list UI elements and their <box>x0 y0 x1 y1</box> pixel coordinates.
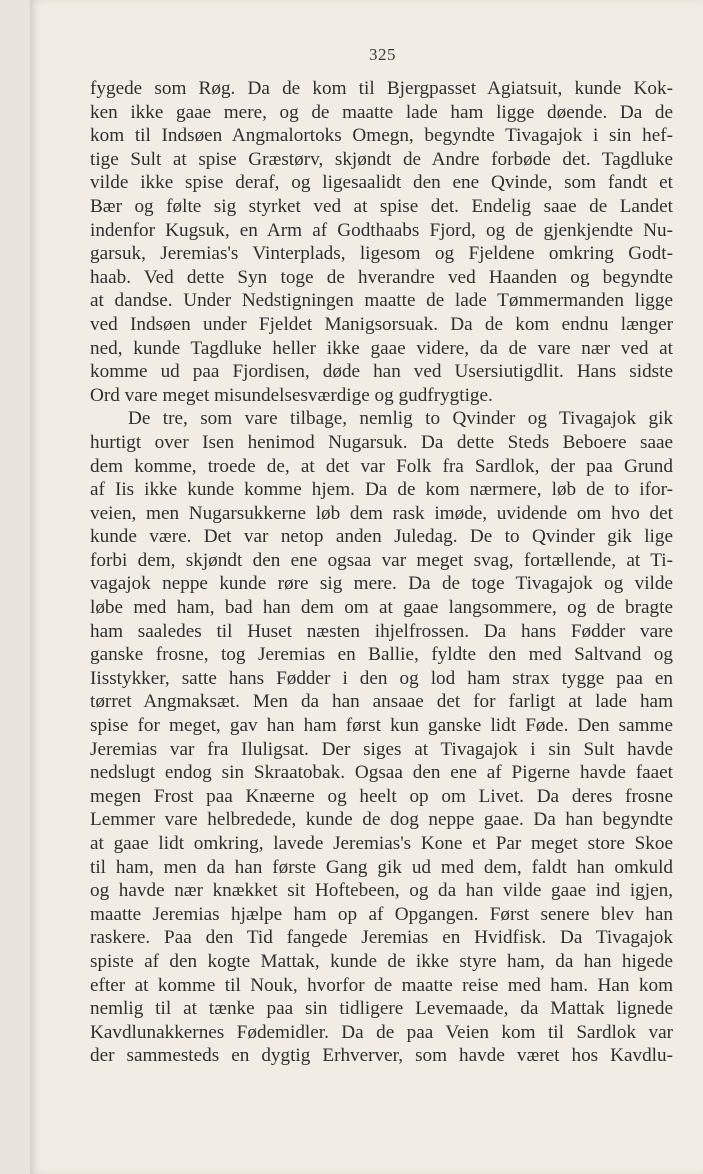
text-line: til ham, men da han første Gang gik ud med dem, faldt han omkuld <box>90 856 673 878</box>
text-line: vilde ikke spise deraf, og ligesaalidt den ene Qvinde, som fandt et <box>90 172 673 194</box>
text-line: fygede som Røg. Da de kom til Bjergpasset Agiatsuit, kunde Kok- <box>90 78 673 99</box>
text-line: tørret Angmaksæt. Men da han ansaae det for farligt at lade ham <box>90 691 673 713</box>
text-line: efter at komme til Nouk, hvorfor de maatte reise med ham. Han kom <box>90 974 673 996</box>
text-line: kom til Indsøen Angmalortoks Omegn, begyndte Tivagajok i sin hef- <box>90 125 673 147</box>
text-line: ned, kunde Tagdluke heller ikke gaae videre, da de vare nær ved at <box>90 337 673 359</box>
text-line: De tre, som vare tilbage, nemlig to Qvinder og Tivagajok gik <box>128 408 673 430</box>
text-line: Jeremias var fra Iluligsat. Der siges at Tivagajok i sin Sult havde <box>90 738 673 760</box>
text-line: spise for meget, gav han ham først kun ganske lidt Føde. Den samme <box>90 715 673 737</box>
text-line: hurtigt over Isen henimod Nugarsuk. Da dette Steds Beboere saae <box>90 431 673 453</box>
text-line: raskere. Paa den Tid fangede Jeremias en Hvidfisk. Da Tivagajok <box>90 927 673 949</box>
text-line: dem komme, troede de, at det var Folk fra Sardlok, der paa Grund <box>90 455 673 477</box>
text-line: løbe med ham, bad han dem om at gaae langsommere, og de bragte <box>90 597 673 619</box>
text-line: ved Indsøen under Fjeldet Manigsorsuak. Da de kom endnu længer <box>90 313 673 335</box>
text-line: veien, men Nugarsukkerne løb dem rask imøde, uvidende om hvo det <box>90 502 673 524</box>
text-line: maatte Jeremias hjælpe ham op af Opgangen. Først senere blev han <box>90 903 673 925</box>
text-line: ken ikke gaae mere, og de maatte lade ham ligge døende. Da de <box>90 101 673 123</box>
text-line: at dandse. Under Nedstigningen maatte de lade Tømmermanden ligge <box>90 290 673 312</box>
text-line: indenfor Kugsuk, en Arm af Godthaabs Fjord, og de gjenkjendte Nu- <box>90 219 673 241</box>
text-line: ham saaledes til Huset næsten ihjelfrossen. Da hans Fødder vare <box>90 620 673 642</box>
text-line: Kavdlunakkernes Fødemidler. Da de paa Veien kom til Sardlok var <box>90 1021 673 1043</box>
body-text <box>90 77 673 1068</box>
text-line: Lemmer vare helbredede, kunde de dog neppe gaae. Da han begyndte <box>90 809 673 831</box>
text-line: nedslugt endog sin Skraatobak. Ogsaa den ene af Pigerne havde faaet <box>90 762 673 784</box>
text-line: Iisstykker, satte hans Fødder i den og lod ham strax tygge paa en <box>90 667 673 689</box>
page-number: 325 <box>369 45 396 64</box>
text-line: garsuk, Jeremias's Vinterplads, ligesom og Fjeldene omkring Godt- <box>90 243 673 265</box>
text-line: komme ud paa Fjordisen, døde han ved Usersiutigdlit. Hans sidste <box>90 361 673 383</box>
book-page <box>30 0 703 1174</box>
text-line: af Iis ikke kunde komme hjem. Da de kom nærmere, løb de to ifor- <box>90 479 673 501</box>
text-line: nemlig til at tænke paa sin tidligere Levemaade, da Mattak lignede <box>90 998 673 1020</box>
text-line: haab. Ved dette Syn toge de hverandre ved Haanden og begyndte <box>90 266 673 288</box>
text-line: der sammesteds en dygtig Erhverver, som havde været hos Kavdlu- <box>90 1045 673 1067</box>
text-line: tige Sult at spise Græstørv, skjøndt de Andre forbøde det. Tagdluke <box>90 148 673 170</box>
text-line: forbi dem, skjøndt den ene ogsaa var meget svag, fortællende, at Ti- <box>90 549 673 571</box>
text-line: vagajok neppe kunde røre sig mere. Da de toge Tivagajok og vilde <box>90 573 673 595</box>
text-line: Bær og følte sig styrket ved at spise det. Endelig saae de Landet <box>90 195 673 217</box>
text-line: at gaae lidt omkring, lavede Jeremias's Kone et Par meget store Skoe <box>90 833 673 854</box>
text-line: og havde nær knækket sit Hoftebeen, og da han vilde gaae ind igjen, <box>90 880 673 902</box>
text-line: Ord vare meget misundelsesværdige og gudfrygtige. <box>90 384 493 406</box>
text-line: megen Frost paa Knæerne og heelt op om Livet. Da deres frosne <box>90 785 673 807</box>
text-line: kunde være. Det var netop anden Juledag. De to Qvinder gik lige <box>90 526 673 548</box>
text-line: ganske frosne, tog Jeremias en Ballie, fyldte den med Saltvand og <box>90 644 673 666</box>
text-line: spiste af den kogte Mattak, kunde de ikke styre ham, da han higede <box>90 950 673 972</box>
